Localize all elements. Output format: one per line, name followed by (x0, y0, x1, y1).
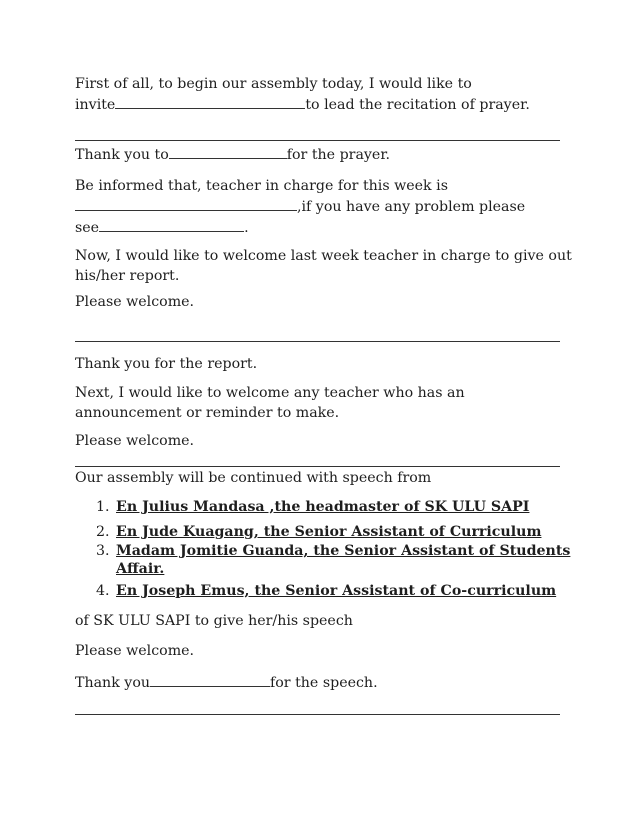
speaker-item: 3. Madam Jomitie Guanda, the Senior Assistant of Students Affair. (96, 543, 571, 577)
divider-line (75, 714, 560, 715)
contact-blank (99, 217, 244, 232)
divider-line (75, 466, 560, 467)
speaker-item: 4. En Joseph Emus, the Senior Assistant of Co-curriculum (96, 583, 557, 599)
report-line-1: Now, I would like to welcome last week teacher in charge to give out (75, 248, 572, 264)
divider-line (75, 341, 560, 342)
teacher-line-3: see . (75, 217, 565, 238)
teacher-name-blank (75, 196, 297, 211)
please-welcome-2: Please welcome. (75, 433, 195, 449)
speech-thanks-blank (150, 672, 270, 687)
divider-line (75, 140, 560, 141)
please-welcome-1: Please welcome. (75, 294, 195, 310)
opening-line-2: invite to lead the recitation of prayer. (75, 94, 565, 115)
paragraph-opening (75, 74, 565, 115)
please-welcome-3: Please welcome. (75, 643, 195, 659)
paragraph-report (75, 246, 572, 286)
paragraph-thanks-prayer: Thank you to for the prayer. (75, 144, 565, 165)
paragraph-announcement (75, 383, 565, 423)
opening-line-1: First of all, to begin our assembly today, I would like to (75, 76, 472, 92)
prayer-thanks-blank (169, 144, 287, 159)
speech-purpose: of SK ULU SAPI to give her/his speech (75, 613, 353, 629)
announcement-line-2: announcement or reminder to make. (75, 405, 340, 421)
report-line-2: his/her report. (75, 268, 180, 284)
teacher-line-2: ,if you have any problem please (75, 196, 565, 217)
thanks-report: Thank you for the report. (75, 356, 258, 372)
speaker-item: 2. En Jude Kuagang, the Senior Assistant of Curriculum (96, 524, 542, 540)
teacher-line-1: Be informed that, teacher in charge for this week is (75, 178, 448, 194)
speech-intro: Our assembly will be continued with speech from (75, 470, 432, 486)
paragraph-teacher-in-charge (75, 176, 565, 238)
speaker-item: 1. En Julius Mandasa ,the headmaster of SK ULU SAPI (96, 499, 530, 515)
announcement-line-1: Next, I would like to welcome any teacher who has an (75, 385, 465, 401)
thanks-speech: Thank you for the speech. (75, 672, 565, 693)
prayer-leader-blank (115, 94, 305, 109)
